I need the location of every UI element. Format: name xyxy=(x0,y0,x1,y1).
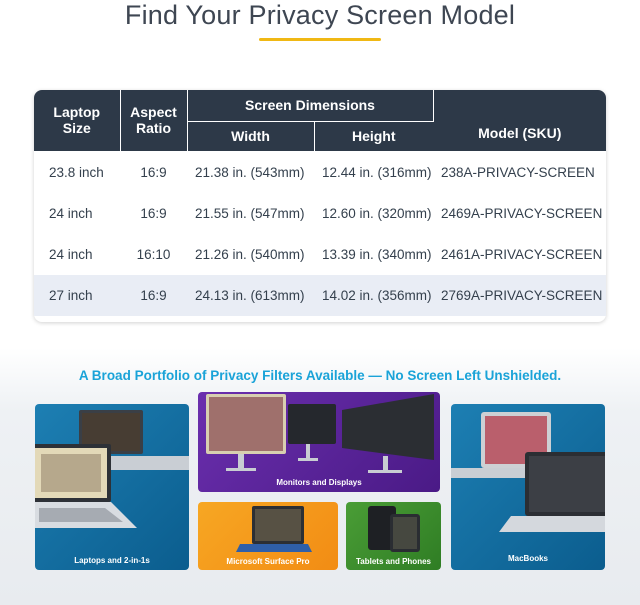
tile-label-surface: Microsoft Surface Pro xyxy=(226,557,310,566)
tile-monitors xyxy=(198,392,440,492)
cell-sku: 2461A-PRIVACY-SCREEN xyxy=(441,246,603,262)
cell-size: 24 inch xyxy=(49,246,93,262)
tile-macbooks xyxy=(451,404,605,570)
tile-laptops xyxy=(35,404,189,570)
macbooks-illustration xyxy=(451,404,605,570)
cell-size: 27 inch xyxy=(34,275,120,316)
header-model-sku: Model (SKU) xyxy=(433,90,606,151)
table-row xyxy=(34,193,606,234)
tile-label-tablets: Tablets and Phones xyxy=(356,557,431,566)
cell-height: 12.44 in. (316mm) xyxy=(322,164,432,180)
table-row xyxy=(34,234,606,275)
cell-ratio: 16:9 xyxy=(140,164,167,180)
cell-height: 13.39 in. (340mm) xyxy=(322,246,432,262)
cell-sku: 2469A-PRIVACY-SCREEN xyxy=(441,205,603,221)
cell-width: 21.26 in. (540mm) xyxy=(195,246,305,262)
header-width: Width xyxy=(187,121,314,151)
tile-surface xyxy=(198,502,338,570)
tile-tablets xyxy=(346,502,441,570)
cell-width: 24.13 in. (613mm) xyxy=(187,275,314,316)
cell-height: 14.02 in. (356mm) xyxy=(314,275,433,316)
title-underline xyxy=(259,38,381,41)
cell-width: 21.38 in. (543mm) xyxy=(195,164,305,180)
cell-height: 12.60 in. (320mm) xyxy=(322,205,432,221)
model-table xyxy=(34,90,606,322)
cell-width: 21.55 in. (547mm) xyxy=(195,205,305,221)
tile-label-laptops: Laptops and 2-in-1s xyxy=(74,556,150,565)
header-screen-dimensions: Screen Dimensions xyxy=(187,90,433,121)
header-height: Height xyxy=(314,121,433,151)
monitors-illustration xyxy=(198,392,440,492)
laptops-illustration xyxy=(35,404,189,570)
portfolio-section xyxy=(0,348,640,605)
table-row-highlighted xyxy=(34,275,606,316)
header-aspect-ratio: Aspect Ratio xyxy=(120,90,187,151)
tile-label-macbooks: MacBooks xyxy=(507,554,548,563)
cell-size: 24 inch xyxy=(49,205,93,221)
cell-sku: 2769A-PRIVACY-SCREEN xyxy=(433,275,606,316)
page-title: Find Your Privacy Screen Model xyxy=(124,0,516,30)
table-row xyxy=(34,151,606,193)
portfolio-title: A Broad Portfolio of Privacy Filters Available — No Screen Left Unshielded. xyxy=(78,368,562,383)
tile-label-monitors: Monitors and Displays xyxy=(276,478,362,487)
cell-ratio: 16:9 xyxy=(120,275,187,316)
header-laptop-size: Laptop Size xyxy=(34,90,120,151)
cell-ratio: 16:9 xyxy=(140,205,167,221)
cell-ratio: 16:10 xyxy=(136,246,171,262)
cell-size: 23.8 inch xyxy=(49,164,104,180)
cell-sku: 238A-PRIVACY-SCREEN xyxy=(441,164,595,180)
